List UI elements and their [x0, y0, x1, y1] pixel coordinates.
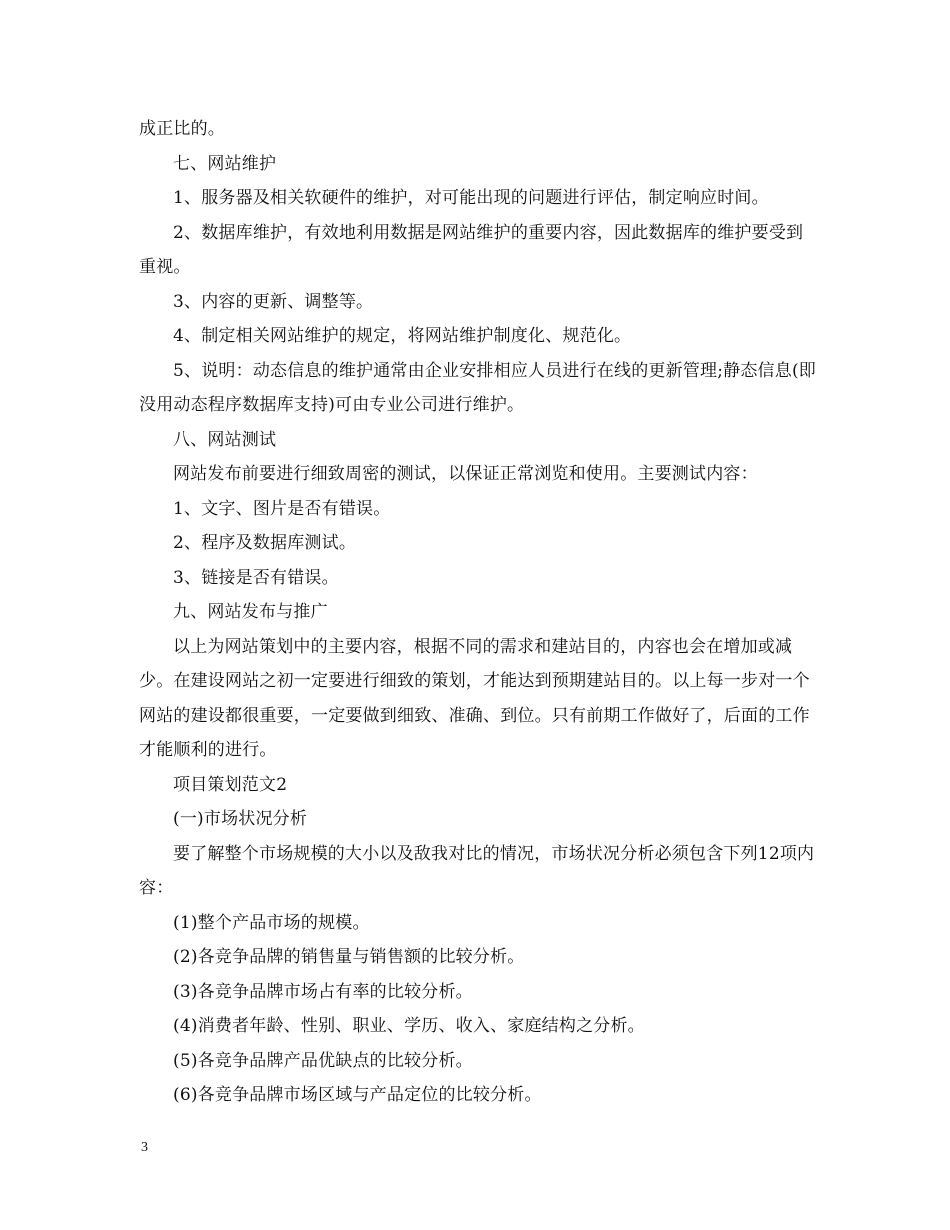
- list-item: (4)消费者年龄、性别、职业、学历、收入、家庭结构之分析。: [173, 1016, 645, 1036]
- list-item: (2)各竞争品牌的销售量与销售额的比较分析。: [173, 947, 525, 967]
- list-item: 3、链接是否有错误。: [173, 567, 339, 588]
- paragraph: 要了解整个市场规模的大小以及敌我对比的情况，市场状况分析必须包含下列12项内容：: [139, 843, 815, 898]
- paragraph-continuation: 成正比的。: [139, 119, 225, 139]
- list-item: 1、文字、图片是否有错误。: [173, 498, 391, 519]
- list-item: 5、说明：动态信息的维护通常由企业安排相应人员进行在线的更新管理;静态信息(即没用动态程序数据库支持)可由专业公司进行维护。: [139, 360, 816, 415]
- subsection-heading-market-analysis: (一)市场状况分析: [173, 809, 308, 829]
- paragraph: 以上为网站策划中的主要内容，根据不同的需求和建站目的，内容也会在增加或减少。在建设网站之初一定要进行细致的策划，才能达到预期建站目的。以上每一步对一个网站的建设都很重要，一定要做到细致、准确、到位。只有前期工作做好了，后面的工作才能顺利的进行。: [139, 636, 810, 760]
- section-heading-testing: 八、网站测试: [173, 429, 277, 450]
- list-item: 1、服务器及相关软硬件的维护，对可能出现的问题进行评估，制定响应时间。: [173, 188, 769, 208]
- example-title: 项目策划范文2: [173, 774, 288, 795]
- list-item: 2、程序及数据库测试。: [173, 533, 357, 553]
- section-heading-publishing: 九、网站发布与推广: [173, 602, 328, 622]
- list-item: 3、内容的更新、调整等。: [173, 291, 374, 312]
- page-number: 3: [141, 1140, 148, 1155]
- section-heading-maintenance: 七、网站维护: [173, 153, 277, 174]
- document-body: [139, 112, 819, 1113]
- list-item: (1)整个产品市场的规模。: [173, 912, 370, 933]
- list-item: (3)各竞争品牌市场占有率的比较分析。: [173, 981, 473, 1002]
- list-item: 2、数据库维护，有效地利用数据是网站维护的重要内容，因此数据库的维护要受到重视。: [139, 222, 804, 277]
- list-item: 4、制定相关网站维护的规定，将网站维护制度化、规范化。: [173, 326, 632, 346]
- list-item: (5)各竞争品牌产品优缺点的比较分析。: [173, 1050, 473, 1071]
- paragraph: 网站发布前要进行细致周密的测试，以保证正常浏览和使用。主要测试内容：: [173, 464, 758, 484]
- list-item: (6)各竞争品牌市场区域与产品定位的比较分析。: [173, 1085, 542, 1105]
